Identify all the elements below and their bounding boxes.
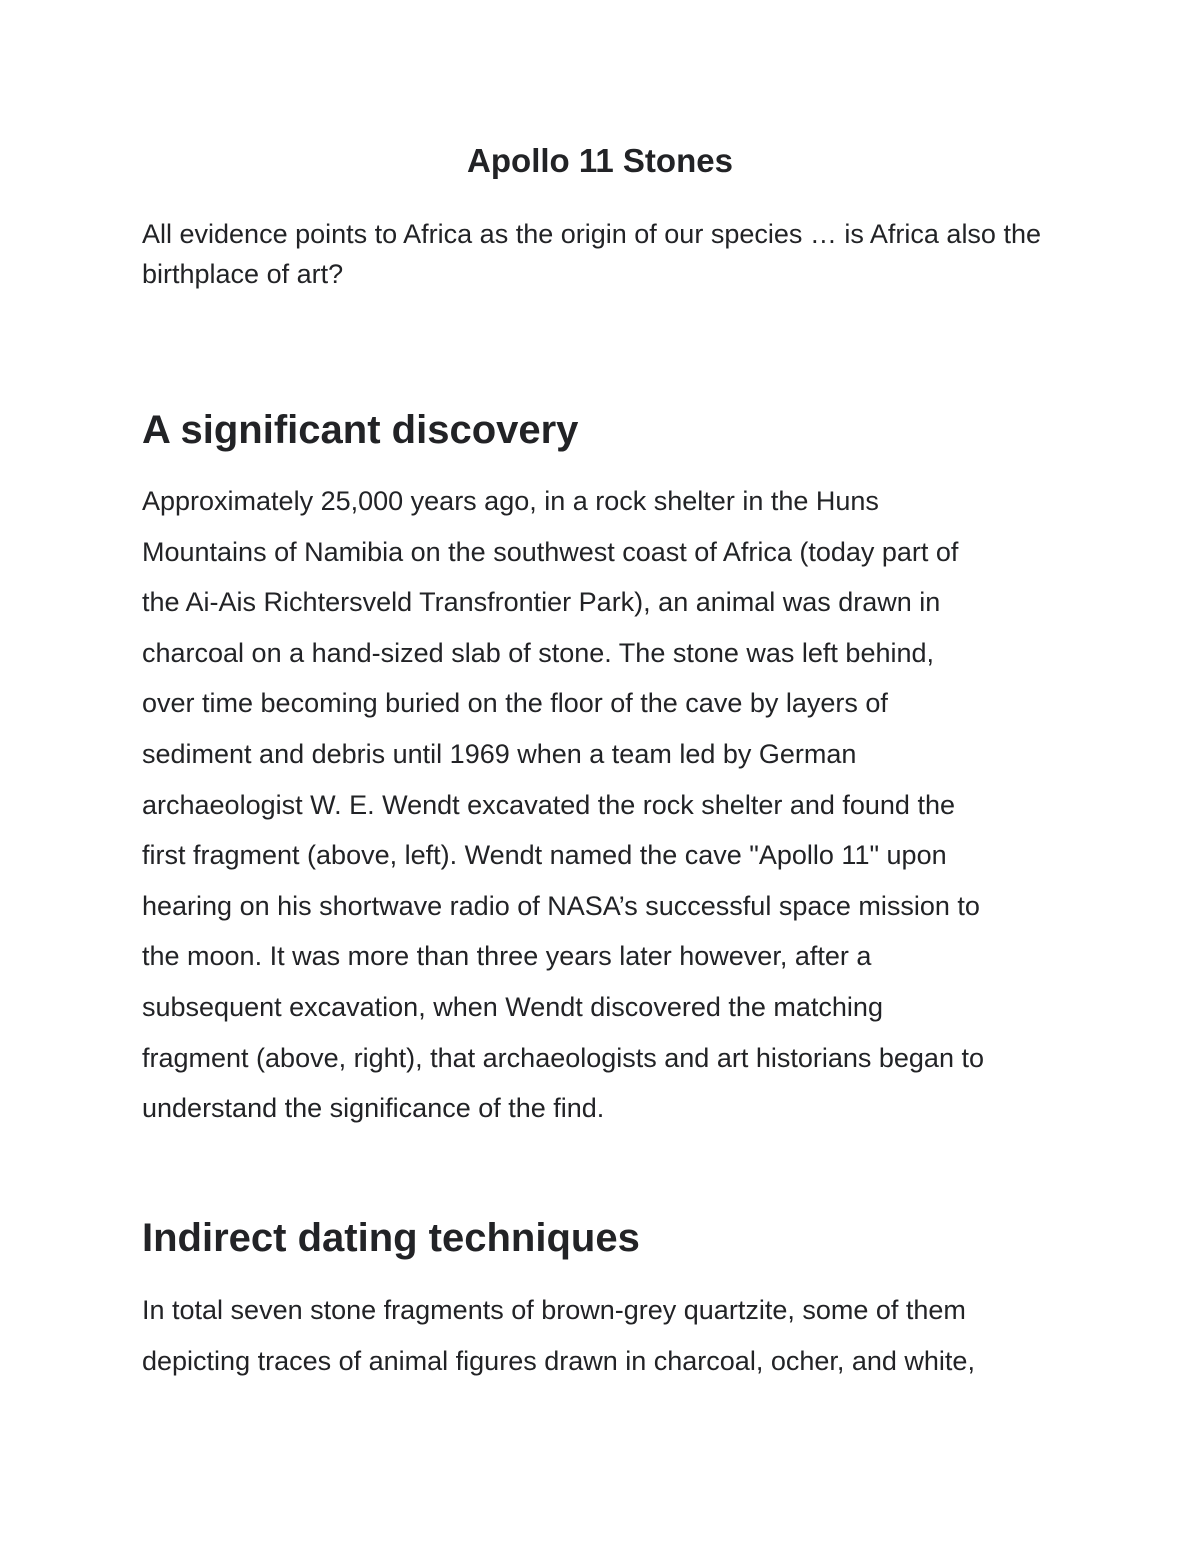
paragraph-line: sediment and debris until 1969 when a team led by German	[142, 738, 857, 769]
paragraph-line: fragment (above, right), that archaeologists and art historians began to	[142, 1042, 984, 1073]
paragraph-line: the Ai-Ais Richtersveld Transfrontier Park), an animal was drawn in	[142, 587, 941, 618]
paragraph-line: understand the significance of the find.	[142, 1093, 605, 1124]
subtitle-line: All evidence points to Africa as the origin of our species … is Africa	[142, 219, 939, 249]
paragraph-line: subsequent excavation, when Wendt discovered the matching	[142, 991, 883, 1022]
paragraph-line: charcoal on a hand-sized slab of stone. The stone was left behind,	[142, 637, 935, 668]
paragraph-line: Mountains of Namibia on the southwest coast of Africa (today part of	[142, 536, 959, 567]
section-paragraph-significant-discovery	[142, 476, 1072, 1134]
section-heading-indirect-dating: Indirect dating techniques	[142, 1216, 640, 1260]
paragraph-line: depicting traces of animal figures drawn in charcoal, ocher, and white,	[142, 1345, 975, 1376]
document-subtitle	[142, 214, 1042, 294]
paragraph-line: hearing on his shortwave radio of NASA’s successful space mission to	[142, 890, 980, 921]
paragraph-line: archaeologist W. E. Wendt excavated the rock shelter and found the	[142, 789, 955, 820]
paragraph-line: Approximately 25,000 years ago, in a rock shelter in the Huns	[142, 486, 879, 516]
section-paragraph-indirect-dating	[142, 1285, 1072, 1386]
paragraph-line: over time becoming buried on the floor of the cave by layers of	[142, 688, 888, 719]
section-heading-significant-discovery: A significant discovery	[142, 408, 579, 452]
paragraph-line: In total seven stone fragments of brown-grey quartzite, some of them	[142, 1295, 966, 1325]
subtitle-line: also the birthplace of art?	[142, 219, 1041, 289]
paragraph-line: first fragment (above, left). Wendt named the cave "Apollo 11" upon	[142, 840, 947, 871]
document-title: Apollo 11 Stones	[467, 142, 733, 179]
paragraph-line: the moon. It was more than three years later however, after a	[142, 941, 872, 972]
